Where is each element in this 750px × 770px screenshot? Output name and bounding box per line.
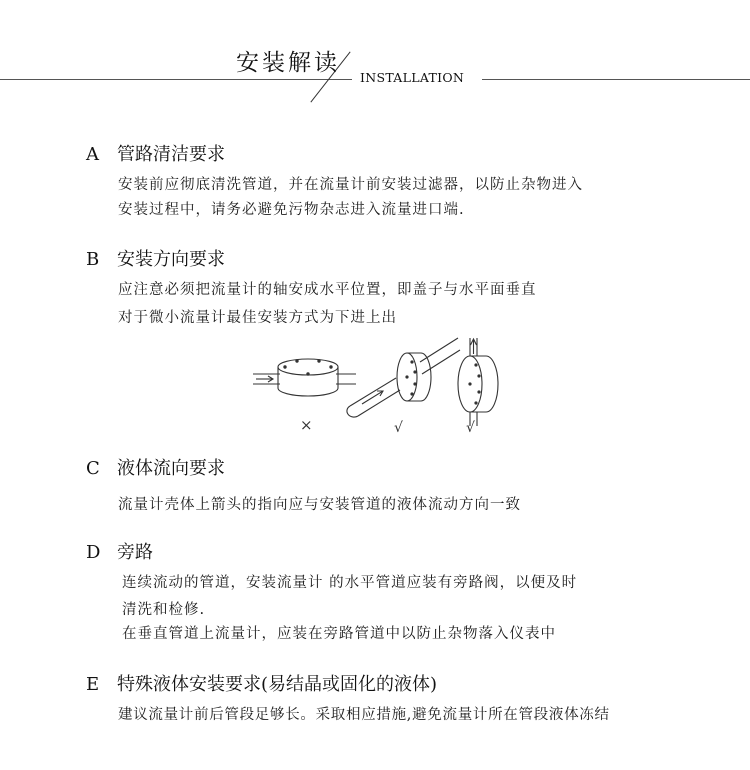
section-b-title: 安装方向要求 (117, 249, 225, 270)
section-d-line-3: 在垂直管道上流量计，应装在旁路管道中以防止杂物落入仪表中 (122, 626, 556, 642)
section-e-line-1: 建议流量计前后管段足够长。采取相应措施,避免流量计所在管段液体冻结 (118, 707, 610, 723)
section-e-title: 特殊液体安装要求(易结晶或固化的液体) (117, 674, 438, 695)
section-c-title: 液体流向要求 (117, 458, 225, 479)
section-c-line-1: 流量计壳体上箭头的指向应与安装管道的液体流动方向一致 (118, 497, 521, 513)
horizontal-meter-figure (253, 359, 356, 396)
section-b-line-1: 应注意必须把流量计的轴安成水平位置，即盖子与水平面垂直 (118, 282, 537, 298)
section-b-letter: B (86, 249, 100, 270)
section-a-line-2: 安装过程中，请务必避免污物杂志进入流量进口端. (118, 202, 465, 218)
mark-correct-2: √ (466, 420, 475, 436)
section-a-letter: A (86, 144, 99, 165)
page-title: 安装解读 (236, 50, 340, 76)
installation-orientation-diagram (250, 334, 510, 438)
section-d-title: 旁路 (117, 542, 153, 563)
section-d-line-2: 清洗和检修. (122, 602, 206, 618)
header-rule-left (0, 79, 352, 80)
section-b-heading (86, 245, 225, 271)
mark-correct-1: √ (394, 420, 403, 436)
section-d-heading (86, 538, 153, 564)
section-d-line-1: 连续流动的管道，安装流量计 的水平管道应装有旁路阀，以便及时 (122, 575, 578, 591)
section-e-heading (86, 670, 437, 696)
header-rule-right (482, 79, 750, 80)
mark-wrong: × (300, 416, 313, 434)
section-a-heading (86, 140, 225, 166)
vertical-pipe-meter-figure (458, 338, 498, 426)
section-c-heading (86, 454, 225, 480)
section-a-title: 管路清洁要求 (117, 144, 225, 165)
section-b-line-2: 对于微小流量计最佳安装方式为下进上出 (118, 310, 397, 326)
section-a-line-1: 安装前应彻底清洗管道，并在流量计前安装过滤器，以防止杂物进入 (118, 177, 583, 193)
section-c-letter: C (86, 458, 100, 479)
page-subtitle: INSTALLATION (360, 70, 465, 85)
tilted-pipe-meter-figure (347, 338, 460, 417)
section-e-letter: E (86, 674, 100, 695)
section-d-letter: D (86, 542, 101, 563)
